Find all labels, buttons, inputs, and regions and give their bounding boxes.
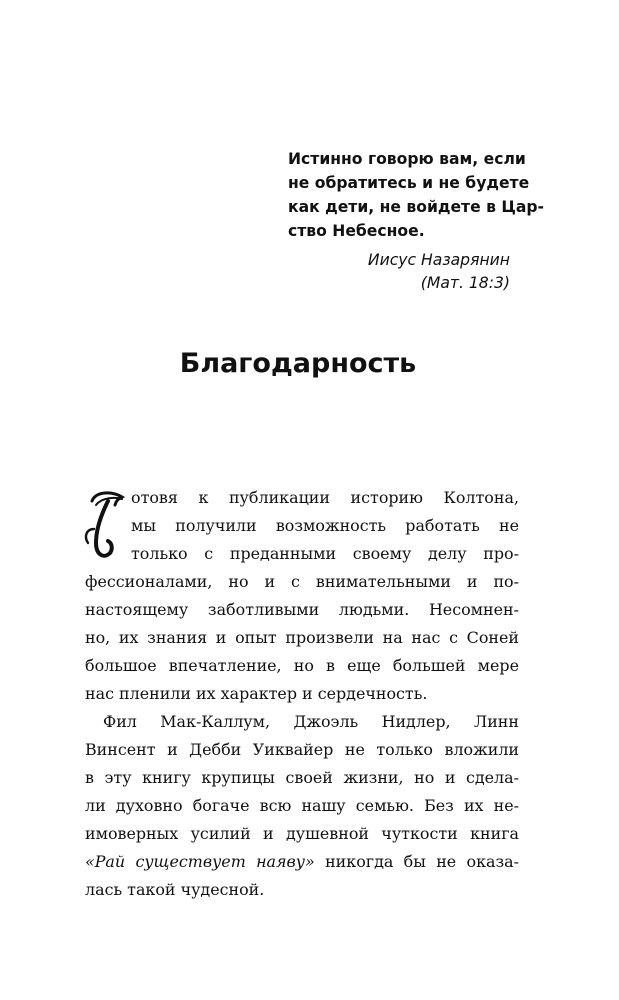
paragraph-line: фессионалами, но и с внимательными и по-	[85, 572, 519, 591]
paragraph-line: настоящему заботливыми людьми. Несомнен-	[85, 600, 519, 619]
paragraph-line-rest: никогда бы не оказа-	[325, 852, 519, 871]
paragraph-line: ли духовно богаче всю нашу семью. Без их не-	[85, 796, 519, 815]
epigraph-line: не обратитесь и не будете	[288, 174, 530, 192]
paragraph-line: имоверных усилий и душевной чуткости книга	[85, 824, 519, 843]
epigraph-reference: (Мат. 18:3)	[420, 274, 510, 292]
paragraph-line: большое впечатление, но в еще большей мере	[85, 656, 519, 675]
paragraph-line: в эту книгу крупицы своей жизни, но и сдела-	[85, 768, 519, 787]
epigraph-author: Иисус Назарянин	[367, 251, 510, 269]
paragraph-line: только с преданными своему делу про-	[131, 544, 519, 563]
paragraph-line: лась такой чудесной.	[85, 880, 265, 899]
paragraph-line: Фил Мак-Каллум, Джоэль Нидлер, Линн	[103, 712, 519, 731]
paragraph-line: мы получили возможность работать не	[131, 516, 519, 535]
chapter-title: Благодарность	[179, 348, 417, 379]
paragraph-line: Винсент и Дебби Уиквайер не только вложили	[85, 740, 519, 759]
paragraph-line-with-title	[85, 848, 519, 876]
paragraph-line: но, их знания и опыт произвели на нас с Соней	[85, 628, 519, 647]
paragraph-line: нас пленили их характер и сердечность.	[85, 684, 428, 703]
epigraph-line: Истинно говорю вам, если	[288, 150, 526, 168]
paragraph-line: отовя к публикации историю Колтона,	[131, 488, 519, 507]
epigraph	[288, 147, 545, 295]
epigraph-line: как дети, не войдете в Цар-	[288, 198, 545, 216]
book-title: «Рай существует наяву»	[85, 852, 315, 871]
epigraph-line: ство Небесное.	[288, 222, 425, 240]
body-text	[85, 484, 519, 904]
